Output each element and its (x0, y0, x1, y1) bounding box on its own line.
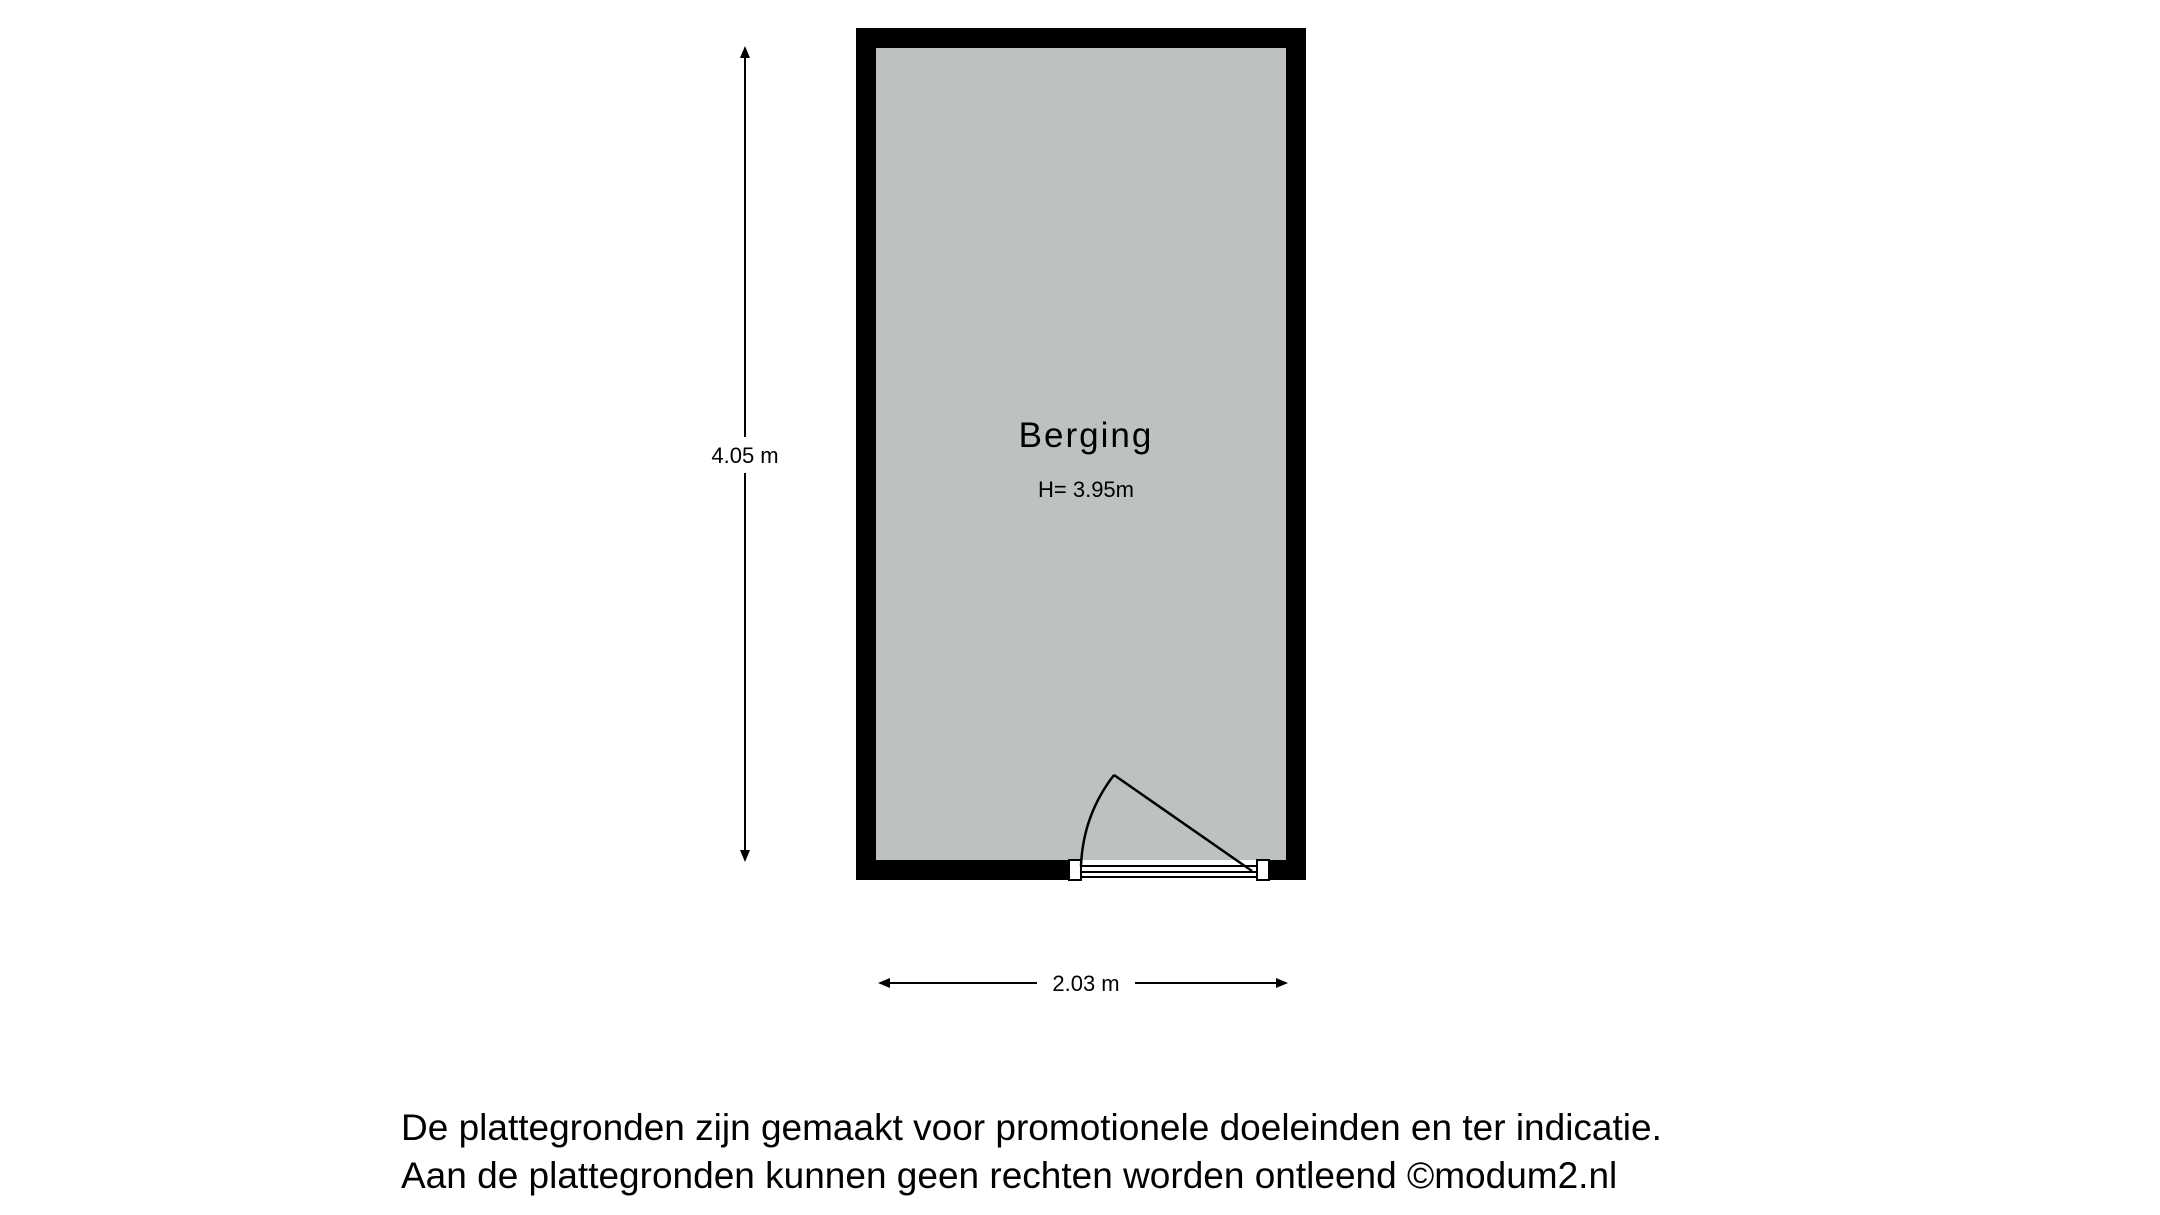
disclaimer-line-2: Aan de plattegronden kunnen geen rechten worden ontleend ©modum2.nl (401, 1155, 1618, 1196)
room-height: H= 3.95m (1038, 477, 1134, 502)
door-jamb-left (1069, 860, 1081, 880)
dimension-vertical (711, 48, 778, 860)
disclaimer (401, 1104, 1901, 1200)
room-berging (856, 28, 1306, 880)
dimension-label-vertical: 4.05 m (711, 443, 779, 468)
door-jamb-right (1257, 860, 1269, 880)
dimension-label-horizontal: 2.03 m (1052, 971, 1120, 996)
room-name: Berging (1018, 416, 1154, 455)
dimension-horizontal (880, 971, 1286, 996)
disclaimer-line-1: De plattegronden zijn gemaakt voor promotionele doeleinden en ter indicatie. (401, 1107, 1662, 1148)
